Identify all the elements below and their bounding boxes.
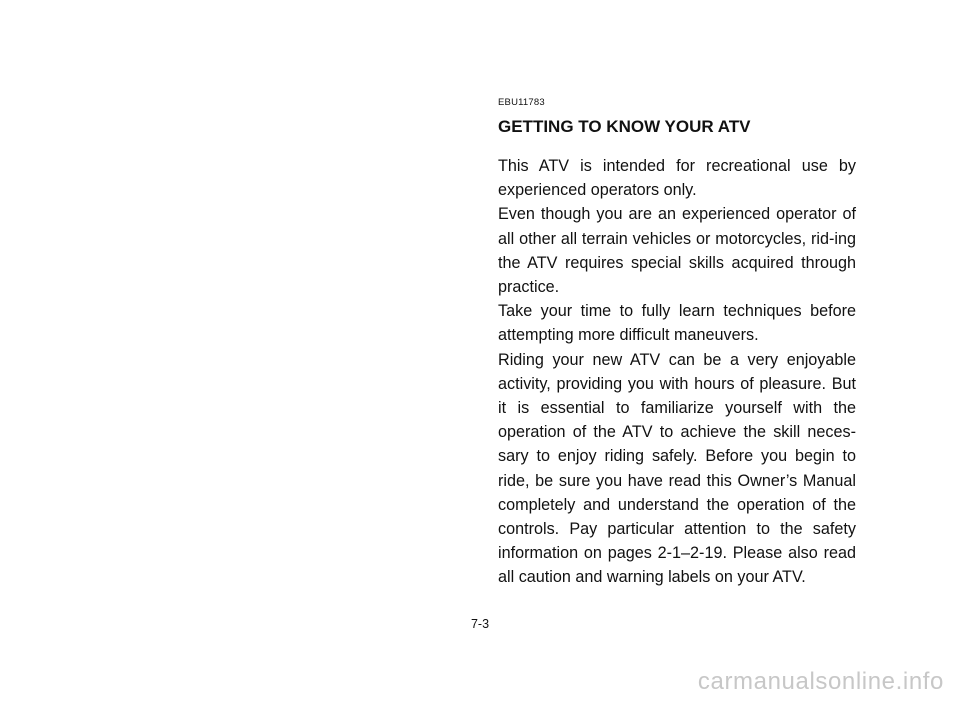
- paragraph-enjoy-safely: Riding your new ATV can be a very enjoyable activity, providing you with hours of pleasure. But it is essential to familiarize yourself with the operation of the ATV to achieve the skill neces-sary to enjoy riding safely. Before you begin to ride, be sure you have read this Owner’s Manual completely and understand the operation of the controls. Pay particular attention to the safety information on pages 2-1–2-19. Please also read all caution and warning labels on your ATV.: [498, 350, 856, 587]
- body-text: [498, 154, 856, 590]
- section-title: GETTING TO KNOW YOUR ATV: [498, 117, 751, 136]
- paragraph-special-skills: Even though you are an experienced operator of all other all terrain vehicles or motorcycles, rid-ing the ATV requires special skills acquired through practice.: [498, 205, 856, 297]
- paragraph-intended-use: This ATV is intended for recreational use by experienced operators only.: [498, 157, 856, 200]
- document-code: EBU11783: [498, 97, 545, 108]
- page-number: 7-3: [470, 617, 490, 631]
- paragraph-learn-techniques: Take your time to fully learn techniques before attempting more difficult maneuvers.: [498, 302, 856, 345]
- watermark-text: carmanualsonline.info: [697, 668, 944, 695]
- content-column: [498, 96, 856, 590]
